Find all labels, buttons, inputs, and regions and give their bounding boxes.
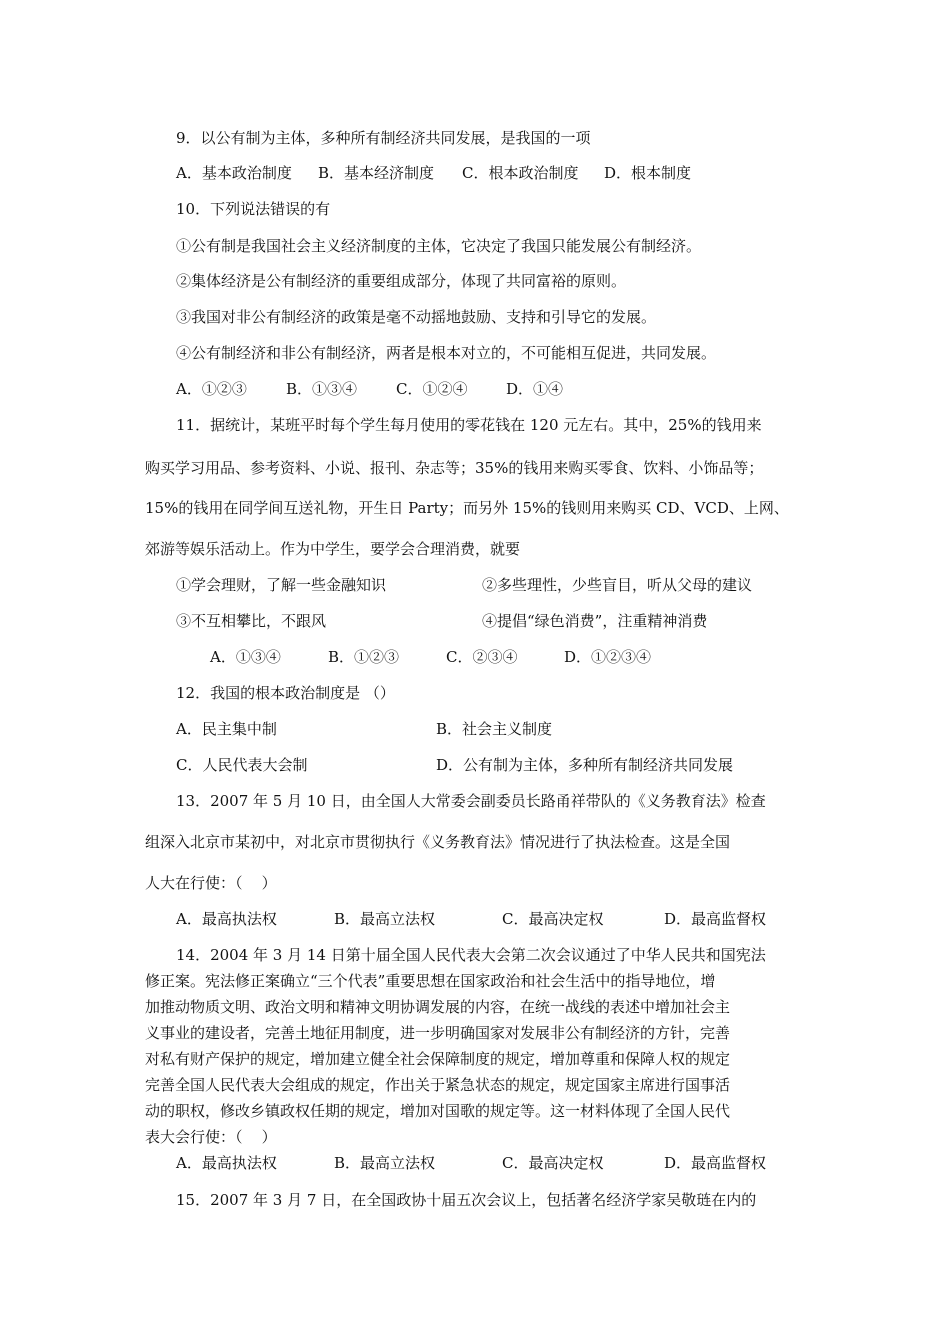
q12-option-b: B．社会主义制度 xyxy=(436,720,553,738)
q14-line-4: 义事业的建设者，完善土地征用制度，进一步明确国家对发展非公有制经济的方针，完善 xyxy=(145,1024,731,1042)
q14-line-1: 14．2004 年 3 月 14 日第十届全国人民代表大会第二次会议通过了中华人民共和国宪法 xyxy=(176,946,766,964)
q14-line-6: 完善全国人民代表大会组成的规定，作出关于紧急状态的规定，规定国家主席进行国事活 xyxy=(145,1076,731,1094)
q14-option-a: A．最高执法权 xyxy=(176,1154,277,1172)
q11-line-1: 11．据统计，某班平时每个学生每月使用的零花钱在 120 元左右。其中，25%的钱用来 xyxy=(176,416,762,434)
q13-line-3: 人大在行使：（ ） xyxy=(145,874,277,892)
q12-stem: 12．我国的根本政治制度是 （） xyxy=(176,684,395,702)
q14-option-b: B．最高立法权 xyxy=(334,1154,436,1172)
q14-option-c: C．最高决定权 xyxy=(502,1154,604,1172)
q11-statement-2: ②多些理性，少些盲目，听从父母的建议 xyxy=(482,576,753,594)
q9-option-a: A．基本政治制度 xyxy=(176,164,292,182)
q13-option-a: A．最高执法权 xyxy=(176,910,277,928)
q14-line-5: 对私有财产保护的规定，增加建立健全社会保障制度的规定，增加尊重和保障人权的规定 xyxy=(145,1050,731,1068)
q10-stem: 10．下列说法错误的有 xyxy=(176,200,331,218)
q14-line-7: 动的职权，修改乡镇政权任期的规定，增加对国歌的规定等。这一材料体现了全国人民代 xyxy=(145,1102,731,1120)
q15-line-1: 15．2007 年 3 月 7 日，在全国政协十届五次会议上，包括著名经济学家吴敬琏在内的 xyxy=(176,1191,757,1209)
q13-option-d: D．最高监督权 xyxy=(664,910,767,928)
q13-line-1: 13．2007 年 5 月 10 日，由全国人大常委会副委员长路甬祥带队的《义务教育法》检查 xyxy=(176,792,766,810)
q10-statement-2: ②集体经济是公有制经济的重要组成部分，体现了共同富裕的原则。 xyxy=(176,272,627,290)
q11-option-a: A．①③④ xyxy=(210,648,281,666)
q9-option-d: D．根本制度 xyxy=(604,164,692,182)
q11-option-c: C．②③④ xyxy=(446,648,518,666)
q11-option-b: B．①②③ xyxy=(328,648,400,666)
q14-line-3: 加推动物质文明、政治文明和精神文明协调发展的内容，在统一战线的表述中增加社会主 xyxy=(145,998,731,1016)
q11-statement-1: ①学会理财，了解一些金融知识 xyxy=(176,576,387,594)
q9-option-c: C．根本政治制度 xyxy=(462,164,579,182)
q9-stem: 9．以公有制为主体，多种所有制经济共同发展，是我国的一项 xyxy=(176,129,591,147)
q10-statement-4: ④公有制经济和非公有制经济，两者是根本对立的，不可能相互促进，共同发展。 xyxy=(176,344,717,362)
q12-option-c: C．人民代表大会制 xyxy=(176,756,308,774)
q11-line-3: 15%的钱用在同学间互送礼物，开生日 Party；而另外 15%的钱则用来购买 CD、VCD、上网、 xyxy=(145,499,789,517)
q9-option-b: B．基本经济制度 xyxy=(318,164,435,182)
q11-statement-3: ③不互相攀比，不跟风 xyxy=(176,612,327,630)
q10-option-d: D．①④ xyxy=(506,380,564,398)
q13-line-2: 组深入北京市某初中，对北京市贯彻执行《义务教育法》情况进行了执法检查。这是全国 xyxy=(145,833,731,851)
q10-option-c: C．①②④ xyxy=(396,380,468,398)
q10-option-b: B．①③④ xyxy=(286,380,358,398)
q13-option-b: B．最高立法权 xyxy=(334,910,436,928)
q10-statement-3: ③我国对非公有制经济的政策是毫不动摇地鼓励、支持和引导它的发展。 xyxy=(176,308,657,326)
q10-option-a: A．①②③ xyxy=(176,380,247,398)
q11-line-4: 郊游等娱乐活动上。作为中学生，要学会合理消费，就要 xyxy=(145,540,521,558)
q12-option-d: D．公有制为主体，多种所有制经济共同发展 xyxy=(436,756,734,774)
q10-statement-1: ①公有制是我国社会主义经济制度的主体，它决定了我国只能发展公有制经济。 xyxy=(176,237,702,255)
q14-option-d: D．最高监督权 xyxy=(664,1154,767,1172)
q13-option-c: C．最高决定权 xyxy=(502,910,604,928)
q14-line-8: 表大会行使：（ ） xyxy=(145,1128,277,1146)
q11-statement-4: ④提倡“绿色消费”，注重精神消费 xyxy=(482,612,708,630)
q11-option-d: D．①②③④ xyxy=(564,648,652,666)
q12-option-a: A．民主集中制 xyxy=(176,720,277,738)
q14-line-2: 修正案。宪法修正案确立“三个代表”重要思想在国家政治和社会生活中的指导地位，增 xyxy=(145,972,716,990)
q11-line-2: 购买学习用品、参考资料、小说、报刊、杂志等；35%的钱用来购买零食、饮料、小饰品等； xyxy=(145,459,764,477)
